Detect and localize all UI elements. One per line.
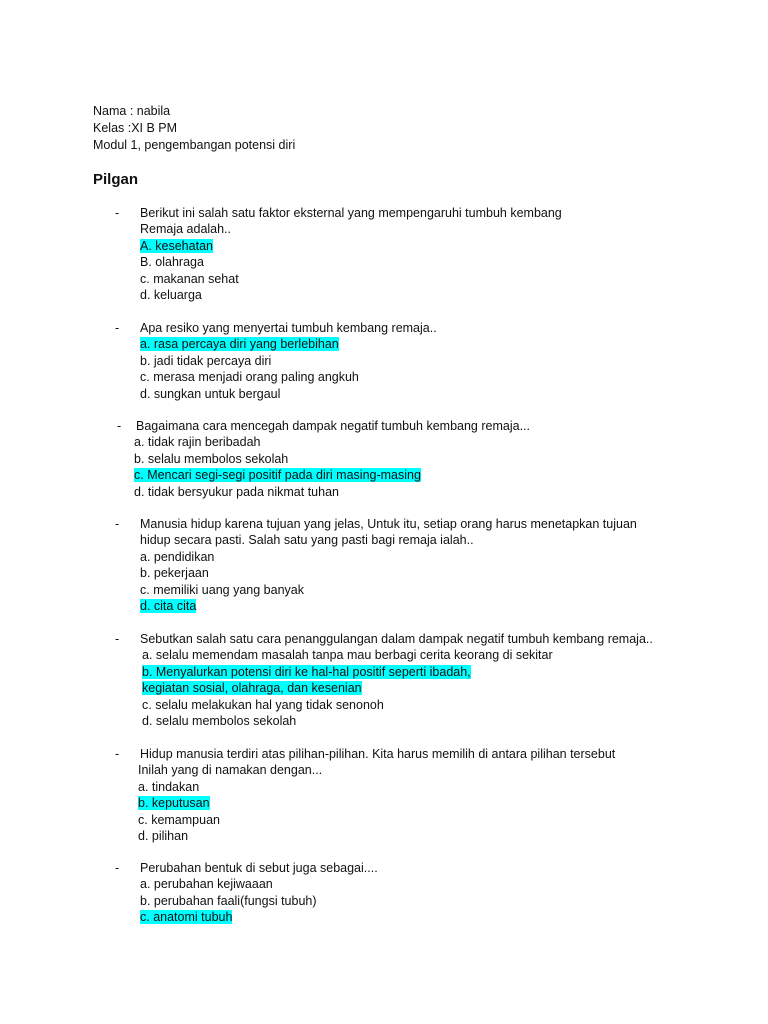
- answer-option: b. jadi tidak percaya diri: [140, 353, 272, 368]
- question-text-line: Inilah yang di namakan dengan...: [138, 763, 323, 778]
- list-dash: -: [115, 747, 120, 761]
- answer-option: c. makanan sehat: [140, 271, 239, 286]
- answer-option: a. selalu memendam masalah tanpa mau berbagi cerita keorang di sekitar: [142, 648, 553, 663]
- student-class: Kelas :XI B PM: [93, 121, 178, 135]
- question-text-line: Bagaimana cara mencegah dampak negatif tumbuh kembang remaja...: [136, 419, 530, 433]
- answer-option: d. selalu membolos sekolah: [142, 714, 297, 729]
- answer-option-correct: d. cita cita: [140, 599, 197, 614]
- list-dash: -: [115, 517, 120, 531]
- section-title: Pilgan: [93, 171, 139, 188]
- student-header: [93, 103, 295, 154]
- answer-option: a. pendidikan: [140, 549, 215, 564]
- list-dash: -: [115, 861, 120, 875]
- answer-option: c. memiliki uang yang banyak: [140, 582, 304, 597]
- answer-option-correct: c. anatomi tubuh: [140, 910, 233, 925]
- answer-option: B. olahraga: [140, 255, 204, 270]
- answer-option-correct: b. Menyalurkan potensi diri ke hal-hal positif seperti ibadah,: [142, 664, 471, 679]
- list-dash: -: [115, 206, 120, 220]
- student-name: Nama : nabila: [93, 104, 171, 118]
- question-text-line: Hidup manusia terdiri atas pilihan-pilihan. Kita harus memilih di antara pilihan tersebut: [140, 747, 616, 761]
- list-dash: -: [117, 419, 122, 433]
- question-text-line: Perubahan bentuk di sebut juga sebagai....: [140, 861, 378, 875]
- module-title: Modul 1, pengembangan potensi diri: [93, 138, 296, 152]
- question-text-line: Remaja adalah..: [140, 222, 232, 237]
- answer-option: a. tindakan: [138, 779, 200, 794]
- question-text-line: Apa resiko yang menyertai tumbuh kembang remaja..: [140, 321, 437, 335]
- answer-option: d. pilihan: [138, 829, 189, 844]
- answer-option: c. kemampuan: [138, 812, 220, 827]
- question-text-line: Berikut ini salah satu faktor eksternal yang mempengaruhi tumbuh kembang: [140, 206, 562, 220]
- answer-option: b. perubahan faali(fungsi tubuh): [140, 893, 317, 908]
- question-text-line: hidup secara pasti. Salah satu yang pasti bagi remaja ialah..: [140, 533, 474, 548]
- answer-option: d. keluarga: [140, 288, 202, 303]
- answer-option-correct-continued: kegiatan sosial, olahraga, dan kesenian: [142, 681, 362, 696]
- answer-option: d. tidak bersyukur pada nikmat tuhan: [134, 484, 339, 499]
- answer-option-correct: c. Mencari segi-segi positif pada diri masing-masing: [134, 468, 421, 483]
- answer-option: b. selalu membolos sekolah: [134, 451, 289, 466]
- question-text-line: Sebutkan salah satu cara penanggulangan dalam dampak negatif tumbuh kembang remaja..: [140, 632, 653, 646]
- answer-option-correct: a. rasa percaya diri yang berlebihan: [140, 337, 339, 352]
- answer-option: a. tidak rajin beribadah: [134, 435, 261, 450]
- answer-option: d. sungkan untuk bergaul: [140, 386, 281, 401]
- answer-option-correct: b. keputusan: [138, 796, 210, 811]
- answer-option: b. pekerjaan: [140, 566, 209, 581]
- answer-option: a. perubahan kejiwaaan: [140, 877, 273, 892]
- list-dash: -: [115, 632, 120, 646]
- answer-option: c. merasa menjadi orang paling angkuh: [140, 370, 359, 385]
- list-dash: -: [115, 321, 120, 335]
- answer-option-correct: A. kesehatan: [140, 238, 213, 253]
- question-text-line: Manusia hidup karena tujuan yang jelas, Untuk itu, setiap orang harus menetapkan tujuan: [140, 517, 637, 531]
- answer-option: c. selalu melakukan hal yang tidak senonoh: [142, 697, 384, 712]
